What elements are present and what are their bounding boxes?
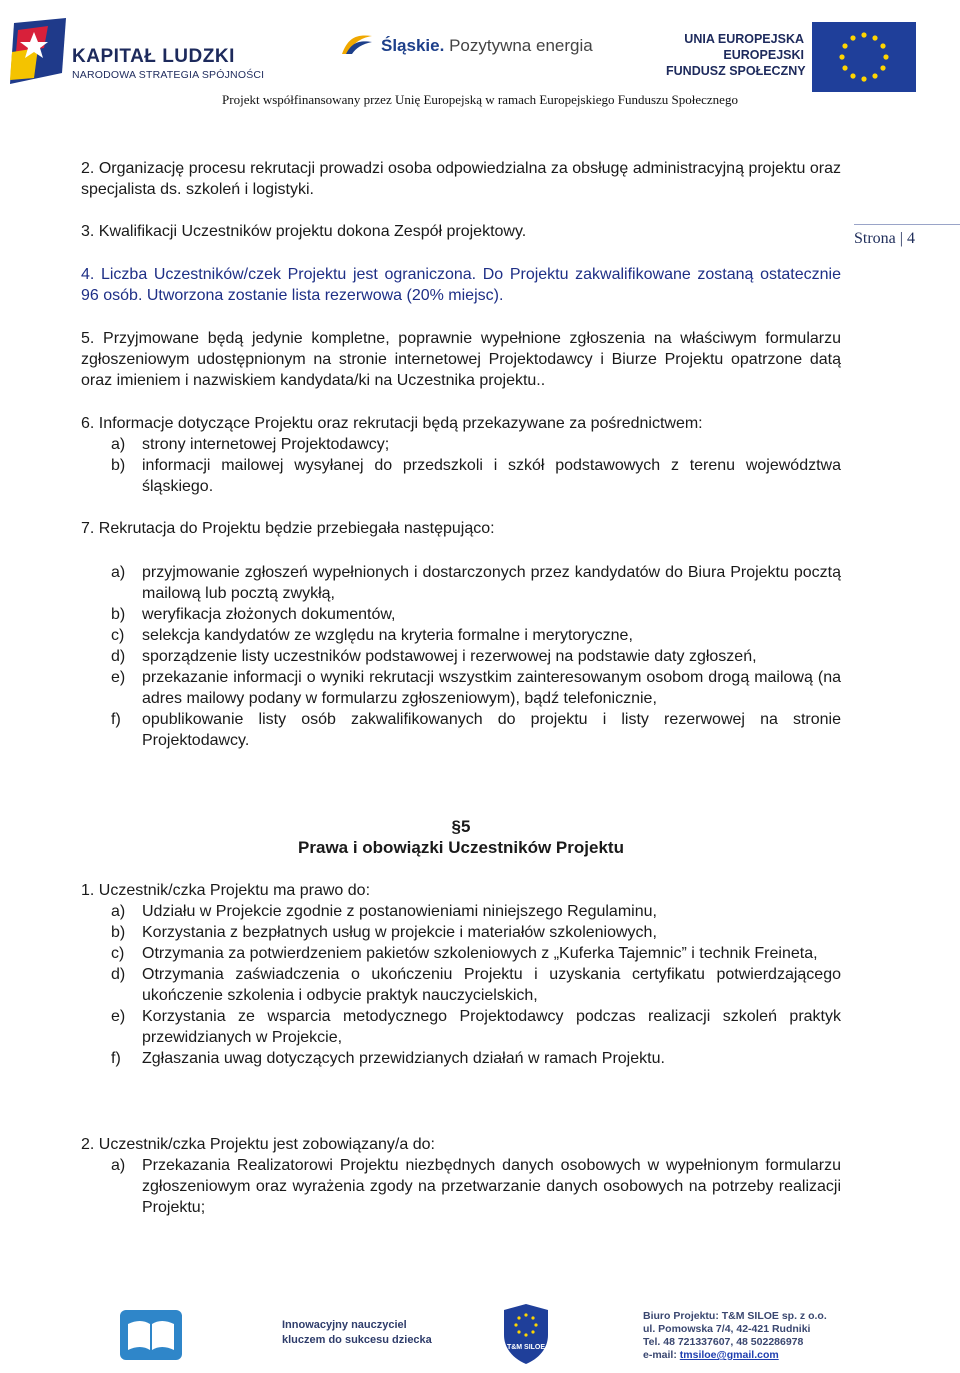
slaskie-name: Śląskie. <box>381 36 445 55</box>
list-text: strony internetowej Projektodawcy; <box>142 436 390 453</box>
slaskie-slogan: Pozytywna energia <box>449 36 593 55</box>
page-number: Strona | 4 <box>854 230 915 247</box>
list-item <box>81 625 841 646</box>
list-item <box>81 943 841 964</box>
cofinancing-note: Projekt współfinansowany przez Unię Europejską w ramach Europejskiego Funduszu Społecznego <box>222 92 738 107</box>
office-line-1: Biuro Projektu: T&M SILOE sp. z o.o. <box>643 1310 827 1322</box>
duties-intro: 2. Uczestnik/czka Projektu jest zobowiązany/a do: <box>81 1136 435 1153</box>
page-number-rule <box>854 224 960 225</box>
list-item <box>81 964 841 1006</box>
list-item <box>81 667 841 709</box>
slaskie-brand <box>381 36 593 56</box>
list-marker: d) <box>111 648 126 665</box>
list-text: Przekazania Realizatorowi Projektu niezbędnych danych osobowych w wypełnionym formularzu zgłoszeniowym oraz wyrażenia zgody na przetwarzanie danych osobowych na potrzeby realizacji Projektu; <box>142 1157 841 1216</box>
footer-tagline-1: Innowacyjny nauczyciel <box>282 1319 407 1331</box>
list-item <box>81 1006 841 1048</box>
eu-flag-icon <box>812 22 916 92</box>
tm-siloe-shield-icon <box>502 1303 550 1365</box>
slaskie-swoosh-icon <box>340 34 374 56</box>
list-text: selekcja kandydatów ze względu na kryteria formalne i merytoryczne, <box>142 627 633 644</box>
list-marker: f) <box>111 711 121 728</box>
list-item <box>81 1155 841 1218</box>
item-5: 5. Przyjmowane będą jedynie kompletne, poprawnie wypełnione zgłoszenia na właściwym formularzu zgłoszeniowym udostępnionym na stronie internetowej Projektodawcy i Biurze Projektu opatrzone datą oraz imieniem i nazwiskiem kandydata/ki na Uczestnika projektu.. <box>81 330 841 389</box>
item-4: 4. Liczba Uczestników/czek Projektu jest ograniczona. Do Projektu zakwalifikowane zostaną ostatecznie 96 osób. Utworzona zostanie lista rezerwowa (20% miejsc). <box>81 266 841 304</box>
list-item <box>81 709 841 751</box>
page-label: Strona <box>854 230 896 247</box>
eu-fund-text <box>666 31 804 79</box>
item-2: 2. Organizację procesu rekrutacji prowadzi osoba odpowiedzialna za obsługę administracyjną projektu oraz specjalista ds. szkoleń i logistyki. <box>81 160 841 198</box>
office-email-label: e-mail: <box>643 1349 677 1361</box>
duties-block <box>81 1134 841 1218</box>
list-item <box>81 562 841 604</box>
list-text: przyjmowanie zgłoszeń wypełnionych i dostarczonych przez kandydatów do Biura Projektu pocztą mailową lub pocztą zwykłą, <box>142 564 841 602</box>
item-7-list <box>81 562 841 751</box>
list-text: sporządzenie listy uczestników podstawowej i rezerwowej na podstawie daty zgłoszeń, <box>142 648 757 665</box>
list-text: opublikowanie listy osób zakwalifikowanych do projektu i listy rezerwowej na stronie Projektodawcy. <box>142 711 841 749</box>
item-3: 3. Kwalifikacji Uczestników projektu dokona Zespół projektowy. <box>81 223 527 240</box>
eu-line-2: EUROPEJSKI <box>723 48 804 62</box>
list-text: przekazanie informacji o wyniki rekrutacji wszystkim zainteresowanym osobom drogą mailową (na adres mailowy podany w formularzu zgłoszeniowym), bądź telefonicznie, <box>142 669 841 707</box>
list-marker: a) <box>111 903 126 920</box>
section-title: Prawa i obowiązki Uczestników Projektu <box>298 838 624 857</box>
list-text: Otrzymania za potwierdzeniem pakietów szkoleniowych z „Kuferka Tajemnic” i technik Freineta, <box>142 945 818 962</box>
list-text: Korzystania z bezpłatnych usług w projekcie i materiałów szkoleniowych, <box>142 924 657 941</box>
office-line-3: Tel. 48 721337607, 48 502286978 <box>643 1336 804 1348</box>
list-item <box>81 604 841 625</box>
item-6-intro: 6. Informacje dotyczące Projektu oraz rekrutacji będą przekazywane za pośrednictwem: <box>81 415 703 432</box>
list-text: weryfikacja złożonych dokumentów, <box>142 606 396 623</box>
eu-line-3: FUNDUSZ SPOŁECZNY <box>666 64 806 78</box>
list-marker: a) <box>111 564 126 581</box>
list-item <box>81 646 841 667</box>
shield-label: T&M SILOE <box>506 1344 546 1351</box>
footer-tagline <box>282 1318 432 1348</box>
list-marker: b) <box>111 924 126 941</box>
list-item <box>81 901 841 922</box>
office-line-2: ul. Pomowska 7/4, 42-421 Rudniki <box>643 1323 811 1335</box>
list-marker: e) <box>111 669 126 686</box>
list-marker: c) <box>111 945 125 962</box>
list-marker: d) <box>111 966 126 983</box>
list-marker: b) <box>111 606 126 623</box>
list-item <box>81 434 841 455</box>
eu-line-1: UNIA EUROPEJSKA <box>684 32 804 46</box>
open-book-logo-icon <box>120 1310 182 1360</box>
list-marker: f) <box>111 1050 121 1067</box>
list-item <box>81 1048 841 1069</box>
office-email-row <box>643 1349 827 1362</box>
list-item <box>81 455 841 497</box>
list-marker: c) <box>111 627 125 644</box>
page-number-value: 4 <box>906 230 915 247</box>
list-marker: a) <box>111 436 126 453</box>
kapital-ludzki-subtitle: NARODOWA STRATEGIA SPÓJNOŚCI <box>72 69 265 81</box>
rights-intro: 1. Uczestnik/czka Projektu ma prawo do: <box>81 882 371 899</box>
list-text: Korzystania ze wsparcia metodycznego Projektodawcy podczas realizacji szkoleń praktyk przewidzianych w Projekcie, <box>142 1008 841 1046</box>
footer-tagline-2: kluczem do sukcesu dziecka <box>282 1334 432 1346</box>
list-text: Otrzymania zaświadczenia o ukończeniu Projektu i uzyskania certyfikatu potwierdzającego ukończenie szkolenia i odbycie praktyk nauczycielskich, <box>142 966 841 1004</box>
section-number: §5 <box>451 817 471 836</box>
list-marker: e) <box>111 1008 126 1025</box>
list-marker: b) <box>111 457 126 474</box>
item-6 <box>81 413 841 497</box>
project-office-info <box>643 1310 827 1362</box>
list-item <box>81 922 841 943</box>
rights-block <box>81 880 841 1069</box>
office-email-link[interactable]: tmsiloe@gmail.com <box>679 1349 779 1361</box>
item-7-intro: 7. Rekrutacja do Projektu będzie przebiegała następująco: <box>81 520 495 537</box>
kapital-ludzki-title: KAPITAŁ LUDZKI <box>72 46 235 67</box>
list-text: Udziału w Projekcie zgodnie z postanowieniami niniejszego Regulaminu, <box>142 903 657 920</box>
list-marker: a) <box>111 1157 126 1174</box>
list-text: Zgłaszania uwag dotyczących przewidzianych działań w ramach Projektu. <box>142 1050 665 1067</box>
list-text: informacji mailowej wysyłanej do przedszkoli i szkół podstawowych z terenu województwa śląskiego. <box>142 457 841 495</box>
